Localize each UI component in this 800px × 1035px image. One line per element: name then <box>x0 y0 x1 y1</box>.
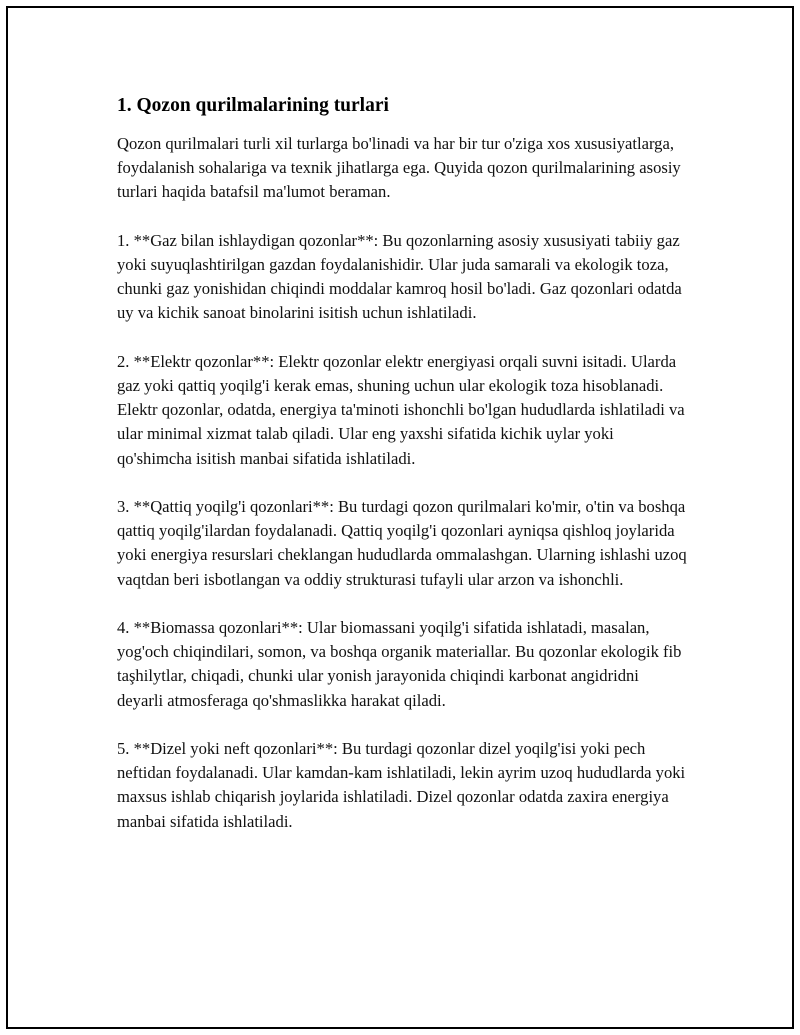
diesel-boilers-paragraph: 5. **Dizel yoki neft qozonlari**: Bu turdagi qozonlar dizel yoqilg'isi yoki pech neftidan foydalanadi. Ular kamdan-kam ishlatiladi, lekin ayrim uzoq hududlarda yoki maxsus ishlab chiqarish joylarida ishlatiladi. Dizel qozonlar odatda zaxira energiya manbai sifatida ishlatiladi. <box>117 739 686 831</box>
gas-boilers-paragraph: 1. **Gaz bilan ishlaydigan qozonlar**: Bu qozonlarning asosiy xususiyati tabiiy gaz yoki suyuqlashtirilgan gazdan foydalanishidir. Ular juda samarali va ekologik toza, chunki gaz yonishidan chiqindi moddalar kamroq hosil bo'ladi. Gaz qozonlari odatda uy va kichik sanoat binolarini isitish uchun ishlatiladi. <box>117 230 682 323</box>
electric-boilers-paragraph: 2. **Elektr qozonlar**: Elektr qozonlar elektr energiyasi orqali suvni isitadi. Ularda gaz yoki qattiq yoqilg'i kerak emas, shuning uchun ular ekologik toza hisoblanadi. Elektr qozonlar, odatda, energiya ta'minoti ishonchli bo'lgan hududlarda ishlatiladi va ular minimal xizmat talab qiladi. Ular eng yaxshi sifatida kichik uylar yoki qo'shimcha isitish manbai sifatida ishlatiladi. <box>117 351 685 468</box>
document-title: 1. Qozon qurilmalarining turlari <box>117 95 389 116</box>
document-body <box>117 92 689 858</box>
biomass-boilers-paragraph: 4. **Biomassa qozonlari**: Ular biomassani yoqilg'i sifatida ishlatadi, masalan, yog'och chiqindilari, somon, va boshqa organik materiallar. Bu qozonlar ekologik fib taşhilytlar, chiqadi, chunki ular yonish jarayonida chiqindi karbonat angidridni deyarli atmosferaga qo'shmaslikka harakat qiladi. <box>117 618 682 710</box>
solid-fuel-boilers-paragraph: 3. **Qattiq yoqilg'i qozonlari**: Bu turdagi qozon qurilmalari ko'mir, o'tin va boshqa qattiq yoqilg'ilardan foydalanadi. Qattiq yoqilg'i qozonlari ayniqsa qishloq joylarida yoki energiya resurslari cheklangan hududlarda ommalashgan. Ularning ishlashi uzoq vaqtdan beri isbotlangan va oddiy strukturasi tufayli ular arzon va ishonchli. <box>117 497 687 589</box>
intro-paragraph: Qozon qurilmalari turli xil turlarga bo'linadi va har bir tur o'ziga xos xususiyatlarga, foydalanish sohalariga va texnik jihatlarga ega. Quyida qozon qurilmalarining asosiy turlari haqida batafsil ma'lumot beraman. <box>117 134 681 202</box>
